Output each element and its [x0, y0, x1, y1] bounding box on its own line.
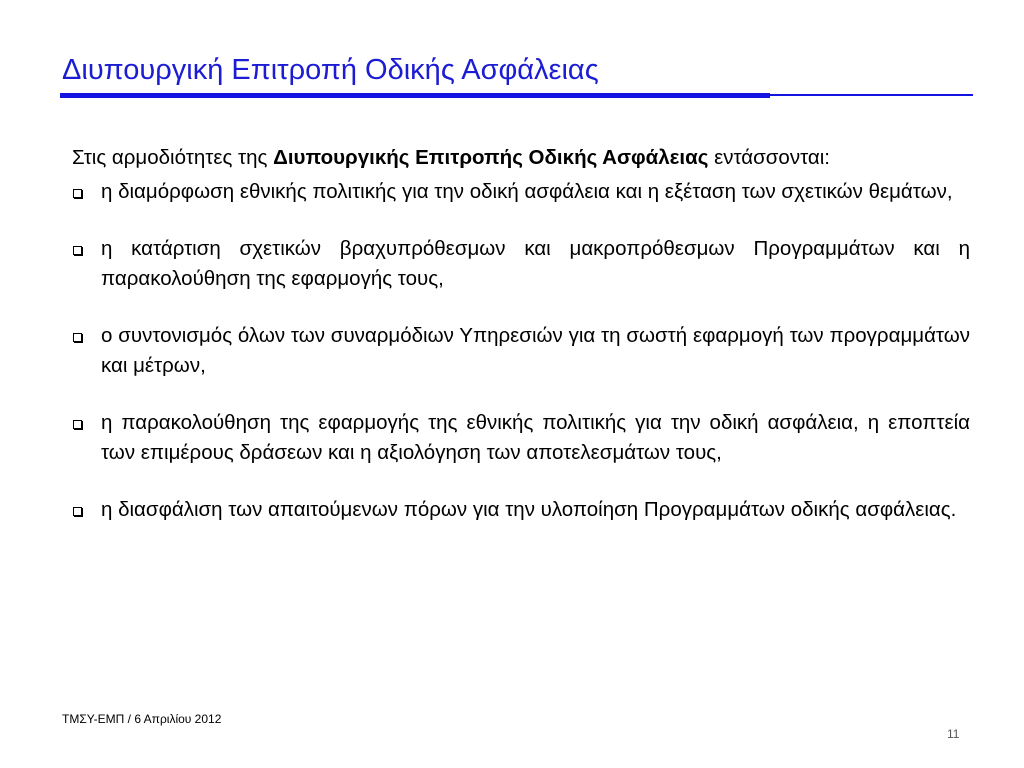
slide-body	[72, 143, 970, 525]
square-bullet-icon	[73, 333, 82, 342]
title-underline-thin	[770, 94, 973, 96]
page-number: 11	[947, 727, 960, 741]
intro-bold-committee-name: Διυπουργικής Επιτροπής Οδικής Ασφάλειας	[273, 146, 709, 169]
bullet-item	[72, 177, 970, 207]
bullet-text: η παρακολούθηση της εφαρμογής της εθνικής πολιτικής για την οδική ασφάλεια, η εποπτεία των επιμέρους δράσεων και η αξιολόγηση των αποτελεσμάτων τους,	[101, 411, 970, 464]
bullet-text: η διασφάλιση των απαιτούμενων πόρων για την υλοποίηση Προγραμμάτων οδικής ασφάλειας.	[101, 498, 957, 521]
square-bullet-icon	[73, 189, 82, 198]
intro-prefix: Στις αρμοδιότητες της	[72, 146, 274, 169]
bullet-item	[72, 321, 970, 381]
square-bullet-icon	[73, 507, 82, 516]
bullet-text: η κατάρτιση σχετικών βραχυπρόθεσμων και μακροπρόθεσμων Προγραμμάτων και η παρακολούθηση της εφαρμογής τους,	[101, 237, 970, 290]
footer-text: ΤΜΣΥ-ΕΜΠ / 6 Απριλίου 2012	[62, 712, 222, 726]
bullet-text: η διαμόρφωση εθνικής πολιτικής για την οδική ασφάλεια και η εξέταση των σχετικών θεμάτων,	[101, 180, 953, 203]
title-underline-thick	[60, 93, 770, 98]
slide-title: Διυπουργική Επιτροπή Οδικής Ασφάλειας	[62, 54, 599, 86]
square-bullet-icon	[73, 420, 82, 429]
bullet-item	[72, 234, 970, 294]
square-bullet-icon	[73, 246, 82, 255]
intro-suffix: εντάσσονται:	[708, 146, 830, 169]
bullet-item	[72, 495, 970, 525]
bullet-text: ο συντονισμός όλων των συναρμόδιων Υπηρεσιών για τη σωστή εφαρμογή των προγραμμάτων και μέτρων,	[101, 324, 970, 377]
intro-paragraph	[72, 143, 970, 173]
bullet-item	[72, 408, 970, 468]
